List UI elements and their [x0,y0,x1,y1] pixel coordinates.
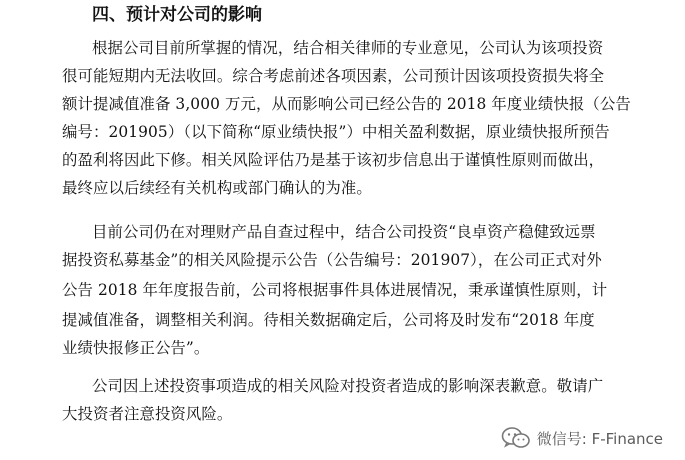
section-heading: 四、预计对公司的影响 [92,5,262,25]
paragraph-1-line-1: 根据公司目前所掌握的情况，结合相关律师的专业意见，公司认为该项投资 [92,39,604,57]
paragraph-3-line-1: 公司因上述投资事项造成的相关风险对投资者造成的影响深表歉意。敬请广 [92,377,604,395]
paragraph-1-line-2: 很可能短期内无法收回。综合考虑前述各项因素，公司预计因该项投资损失将全 [62,67,605,85]
wechat-icon [501,426,531,450]
paragraph-2-line-2: 据投资私募基金”的相关风险提示公告（公告编号：201907），在公司正式对外 [62,251,602,269]
paragraph-2-line-5: 业绩快报修正公告”。 [62,339,210,357]
paragraph-2-line-4: 提减值准备，调整相关利润。待相关数据确定后，公司将及时发布“2018 年度 [62,311,595,329]
paragraph-3-line-2: 大投资者注意投资风险。 [62,405,233,423]
paragraph-1-line-4: 编号：201905）（以下简称“原业绩快报”）中相关盈利数据，原业绩快报所预告 [62,123,610,141]
wechat-watermark [501,426,663,450]
paragraph-1-line-3: 额计提减值准备 3,000 万元，从而影响公司已经公告的 2018 年度业绩快报（公告 [62,95,631,113]
paragraph-2-line-1: 目前公司仍在对理财产品自查过程中，结合公司投资“良卓资产稳健致远票 [92,223,596,241]
paragraph-2-line-3: 公告 2018 年年度报告前，公司将根据事件具体进展情况，秉承谨慎性原则，计 [62,281,608,299]
paragraph-1-line-5: 的盈利将因此下修。相关风险评估乃是基于该初步信息出于谨慎性原则而做出， [62,151,605,169]
paragraph-1-line-6: 最终应以后续经有关机构或部门确认的为准。 [62,179,372,197]
watermark-text: 微信号: F-Finance [536,429,663,448]
